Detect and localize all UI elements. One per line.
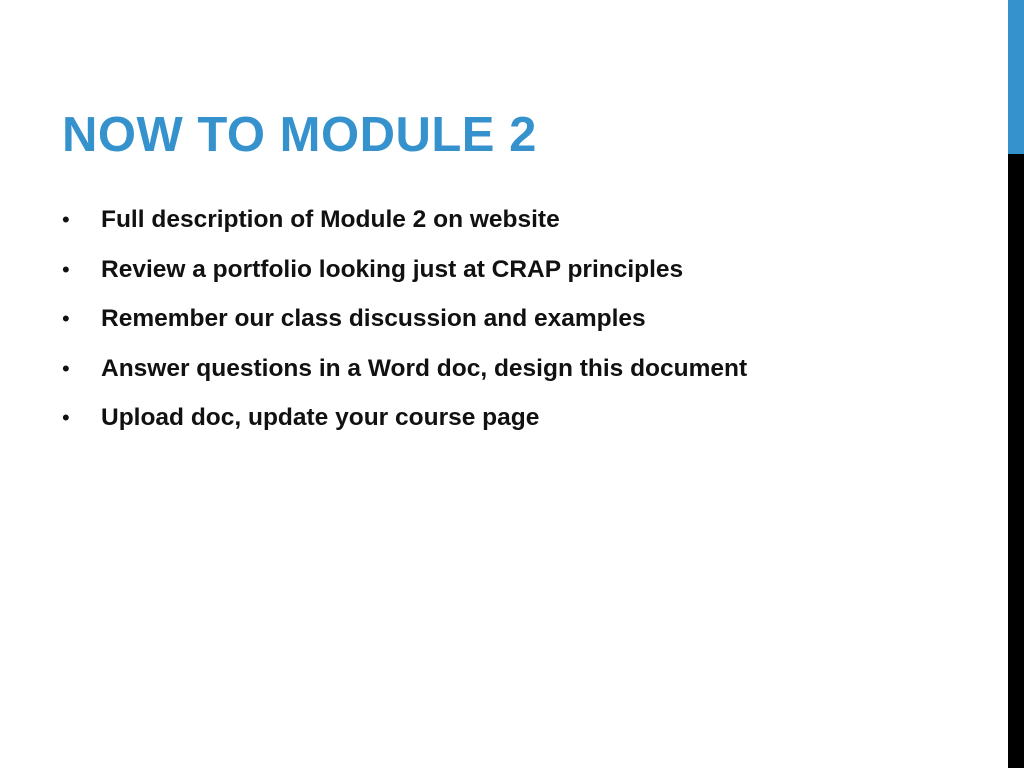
side-bar-dark: [1008, 154, 1024, 768]
bullet-text: Full description of Module 2 on website: [101, 206, 560, 233]
bullet-icon: •: [62, 355, 70, 381]
bullet-text: Answer questions in a Word doc, design this document: [101, 354, 748, 382]
bullet-text: Upload doc, update your course page: [101, 404, 540, 431]
bullet-icon: •: [62, 405, 70, 430]
bullet-icon: •: [62, 207, 70, 232]
bullet-icon: •: [62, 306, 70, 331]
bullet-text: Review a portfolio looking just at CRAP principles: [101, 255, 684, 283]
slide-title: NOW TO MODULE 2: [62, 108, 537, 162]
bullet-icon: •: [62, 256, 70, 282]
side-bar-accent: [1008, 0, 1024, 154]
bullet-text: Remember our class discussion and examples: [101, 305, 646, 332]
